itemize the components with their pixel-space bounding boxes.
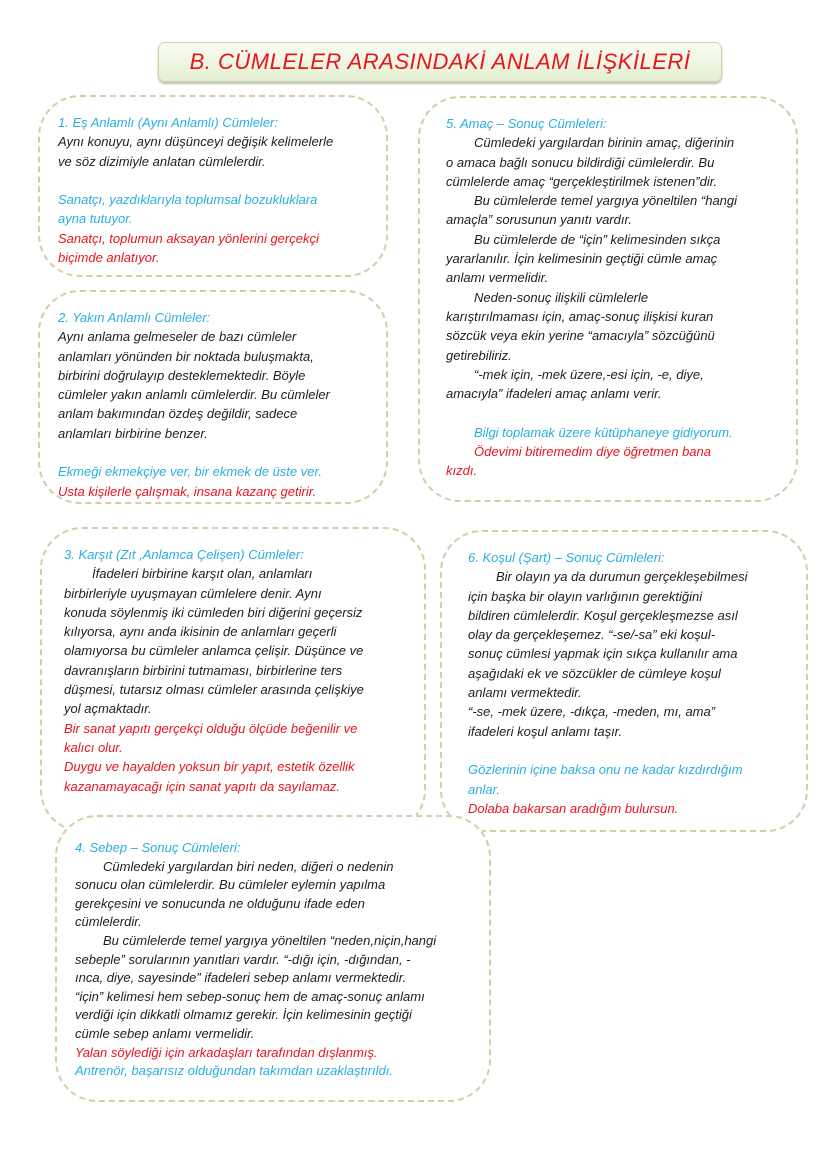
body-text-line: anlamı vermelidir. xyxy=(446,270,549,286)
example-sentence: ayna tutuyor. xyxy=(58,211,133,227)
body-text-line xyxy=(58,171,386,190)
body-text-line: amacıyla” ifadeleri amaç anlamı verir. xyxy=(446,386,662,402)
body-text-line: İfadeleri birbirine karşıt olan, anlamları xyxy=(92,566,313,582)
body-text-line: “için” kelimesi hem sebep-sonuç hem de amaç-sonuç anlamı xyxy=(75,988,425,1004)
body-text-line: yararlanılır. İçin kelimesinin geçtiği cümle amaç xyxy=(446,251,718,267)
body-text-line: için başka bir olayın varlığının gerektiğini xyxy=(468,588,703,604)
example-sentence-red: Sanatçı, toplumun aksayan yönlerini gerçekçi xyxy=(58,230,319,246)
page-title: B. CÜMLELER ARASINDAKİ ANLAM İLİŞKİLERİ xyxy=(158,42,722,82)
body-text-line: olay da gerçekleşemez. “-se/-sa” eki koşul- xyxy=(468,627,716,643)
body-text-line: sözcük veya ekin yerine “amacıyla” sözcüğünü xyxy=(446,328,715,344)
body-text-line: yol açmaktadır. xyxy=(64,701,152,717)
body-text-line: düşmesi, tutarsız olması cümleler arasında çelişkiye xyxy=(64,682,364,698)
example-sentence: Sanatçı, yazdıklarıyla toplumsal bozukluklara xyxy=(58,192,318,208)
section-yakin-anlamli xyxy=(38,290,388,504)
body-text-line xyxy=(468,741,806,760)
body-text-line: sonuç cümlesi yapmak için sıkça kullanılır ama xyxy=(468,646,738,662)
example-sentence-red: kızdı. xyxy=(446,463,478,479)
example-sentence: anlar. xyxy=(468,781,501,797)
section-kosul-sonuc xyxy=(440,530,808,832)
body-text-line: bildiren cümlelerdir. Koşul gerçekleşmezse asıl xyxy=(468,607,738,623)
example-sentence: Bilgi toplamak üzere kütüphaneye gidiyorum. xyxy=(474,424,733,440)
body-text-line: Aynı anlama gelmeseler de bazı cümleler xyxy=(58,329,297,345)
example-sentence: Gözlerinin içine baksa onu ne kadar kızdırdığım xyxy=(468,762,743,778)
section-heading: 2. Yakın Anlamlı Cümleler: xyxy=(58,310,211,325)
body-text-line: Bu cümlelerde temel yargıya yöneltilen “hangi xyxy=(474,193,738,209)
body-text-line: cümle sebep anlamı vermelidir. xyxy=(75,1025,255,1041)
example-sentence-red: kazanamayacağı için sanat yapıtı da sayılamaz. xyxy=(64,778,341,794)
example-sentence-red: Usta kişilerle çalışmak, insana kazanç getirir. xyxy=(58,483,317,499)
section-amac-sonuc xyxy=(418,96,798,502)
example-sentence-red: Yalan söylediği için arkadaşları tarafından dışlanmış. xyxy=(75,1044,378,1060)
body-text-line xyxy=(58,443,386,462)
body-text-line xyxy=(446,403,796,422)
body-text-line: davranışların birbirini tutmaması, birbirlerine ters xyxy=(64,662,343,678)
body-text-line: konuda söylenmiş iki cümleden biri diğerini geçersiz xyxy=(64,604,363,620)
body-text-line: aşağıdaki ek ve sözcükler de cümleye koşul xyxy=(468,665,721,681)
example-sentence-red: biçimde anlatıyor. xyxy=(58,250,160,266)
example-sentence: Antrenör, başarısız olduğundan takımdan uzaklaştırıldı. xyxy=(75,1063,393,1079)
body-text-line: “-mek için, -mek üzere,-esi için, -e, diye, xyxy=(474,366,704,382)
example-sentence-red: Bir sanat yapıtı gerçekçi olduğu ölçüde beğenilir ve xyxy=(64,720,358,736)
body-text-line: Bu cümlelerde de “için” kelimesinden sıkça xyxy=(474,231,721,247)
example-sentence: Ekmeği ekmekçiye ver, bir ekmek de üste ver. xyxy=(58,464,322,480)
body-text-line: birbirini doğrulayıp desteklemektedir. Böyle xyxy=(58,367,306,383)
body-text-line: amaçla” sorusunun yanıtı vardır. xyxy=(446,212,632,228)
example-sentence-red: Duygu ve hayalden yoksun bir yapıt, estetik özellik xyxy=(64,759,355,775)
body-text-line: Cümledeki yargılardan birinin amaç, diğerinin xyxy=(474,135,735,151)
body-text-line: ifadeleri koşul anlamı taşır. xyxy=(468,723,623,739)
body-text-line: cümleler yakın anlamlı cümlelerdir. Bu cümleler xyxy=(58,387,330,403)
body-text-line: cümlelerdir. xyxy=(75,914,142,930)
section-sebep-sonuc xyxy=(55,815,491,1102)
body-text-line: anlamları birbirine benzer. xyxy=(58,425,208,441)
body-text-line: Cümledeki yargılardan biri neden, diğeri o nedenin xyxy=(103,858,394,874)
body-text-line: karıştırılmaması için, amaç-sonuç ilişkisi kuran xyxy=(446,308,714,324)
body-text-line: olamıyorsa bu cümleler anlamca çelişir. Düşünce ve xyxy=(64,643,364,659)
section-heading: 4. Sebep – Sonuç Cümleleri: xyxy=(75,840,241,855)
section-heading: 1. Eş Anlamlı (Aynı Anlamlı) Cümleler: xyxy=(58,115,278,130)
body-text-line: anlamları yönünden bir noktada buluşmakta, xyxy=(58,348,314,364)
body-text-line: gerekçesini ve sonucunda ne olduğunu ifade eden xyxy=(75,895,365,911)
body-text-line: Bu cümlelerde temel yargıya yöneltilen “neden,niçin,hangi xyxy=(103,932,437,948)
body-text-line: ınca, diye, sayesinde” ifadeleri sebep anlamı vermektedir. xyxy=(75,970,407,986)
section-heading: 6. Koşul (Şart) – Sonuç Cümleleri: xyxy=(468,550,665,565)
body-text-line: Bir olayın ya da durumun gerçekleşebilmesi xyxy=(496,569,748,585)
body-text-line: birbirleriyle uyuşmayan cümlelere denir. Aynı xyxy=(64,585,322,601)
example-sentence-red: kalıcı olur. xyxy=(64,739,123,755)
body-text-line: sonucu olan cümlelerdir. Bu cümleler eylemin yapılma xyxy=(75,877,386,893)
section-heading: 3. Karşıt (Zıt ,Anlamca Çelişen) Cümleler: xyxy=(64,547,304,562)
body-text-line: verdiği için dikkatli olmamız gerekir. İçin kelimesinin geçtiği xyxy=(75,1007,412,1023)
body-text-line: kılıyorsa, aynı anda ikisinin de anlamları geçerli xyxy=(64,624,337,640)
body-text-line: Neden-sonuç ilişkili cümlelerle xyxy=(474,289,649,305)
body-text-line: getirebiliriz. xyxy=(446,347,512,363)
body-text-line: “-se, -mek üzere, -dıkça, -meden, mı, ama” xyxy=(468,704,716,720)
section-es-anlamli xyxy=(38,95,388,277)
body-text-line: cümlelerde amaç “gerçekleştirilmek istenen”dir. xyxy=(446,173,718,189)
body-text-line: Aynı konuyu, aynı düşünceyi değişik kelimelerle xyxy=(58,134,334,150)
body-text-line: o amaca bağlı sonucu bildirdiği cümlelerdir. Bu xyxy=(446,154,715,170)
example-sentence-red: Dolaba bakarsan aradığım bulursun. xyxy=(468,800,679,816)
body-text-line: ve söz dizimiyle anlatan cümlelerdir. xyxy=(58,153,266,169)
section-heading: 5. Amaç – Sonuç Cümleleri: xyxy=(446,116,607,131)
example-sentence-red: Ödevimi bitiremedim diye öğretmen bana xyxy=(474,444,711,460)
section-karsit xyxy=(40,527,426,832)
body-text-line: anlam bakımından özdeş değildir, sadece xyxy=(58,406,298,422)
body-text-line: anlamı vermektedir. xyxy=(468,685,582,701)
body-text-line: sebeple” sorularının yanıtları vardır. “-dığı için, -dığından, - xyxy=(75,951,411,967)
